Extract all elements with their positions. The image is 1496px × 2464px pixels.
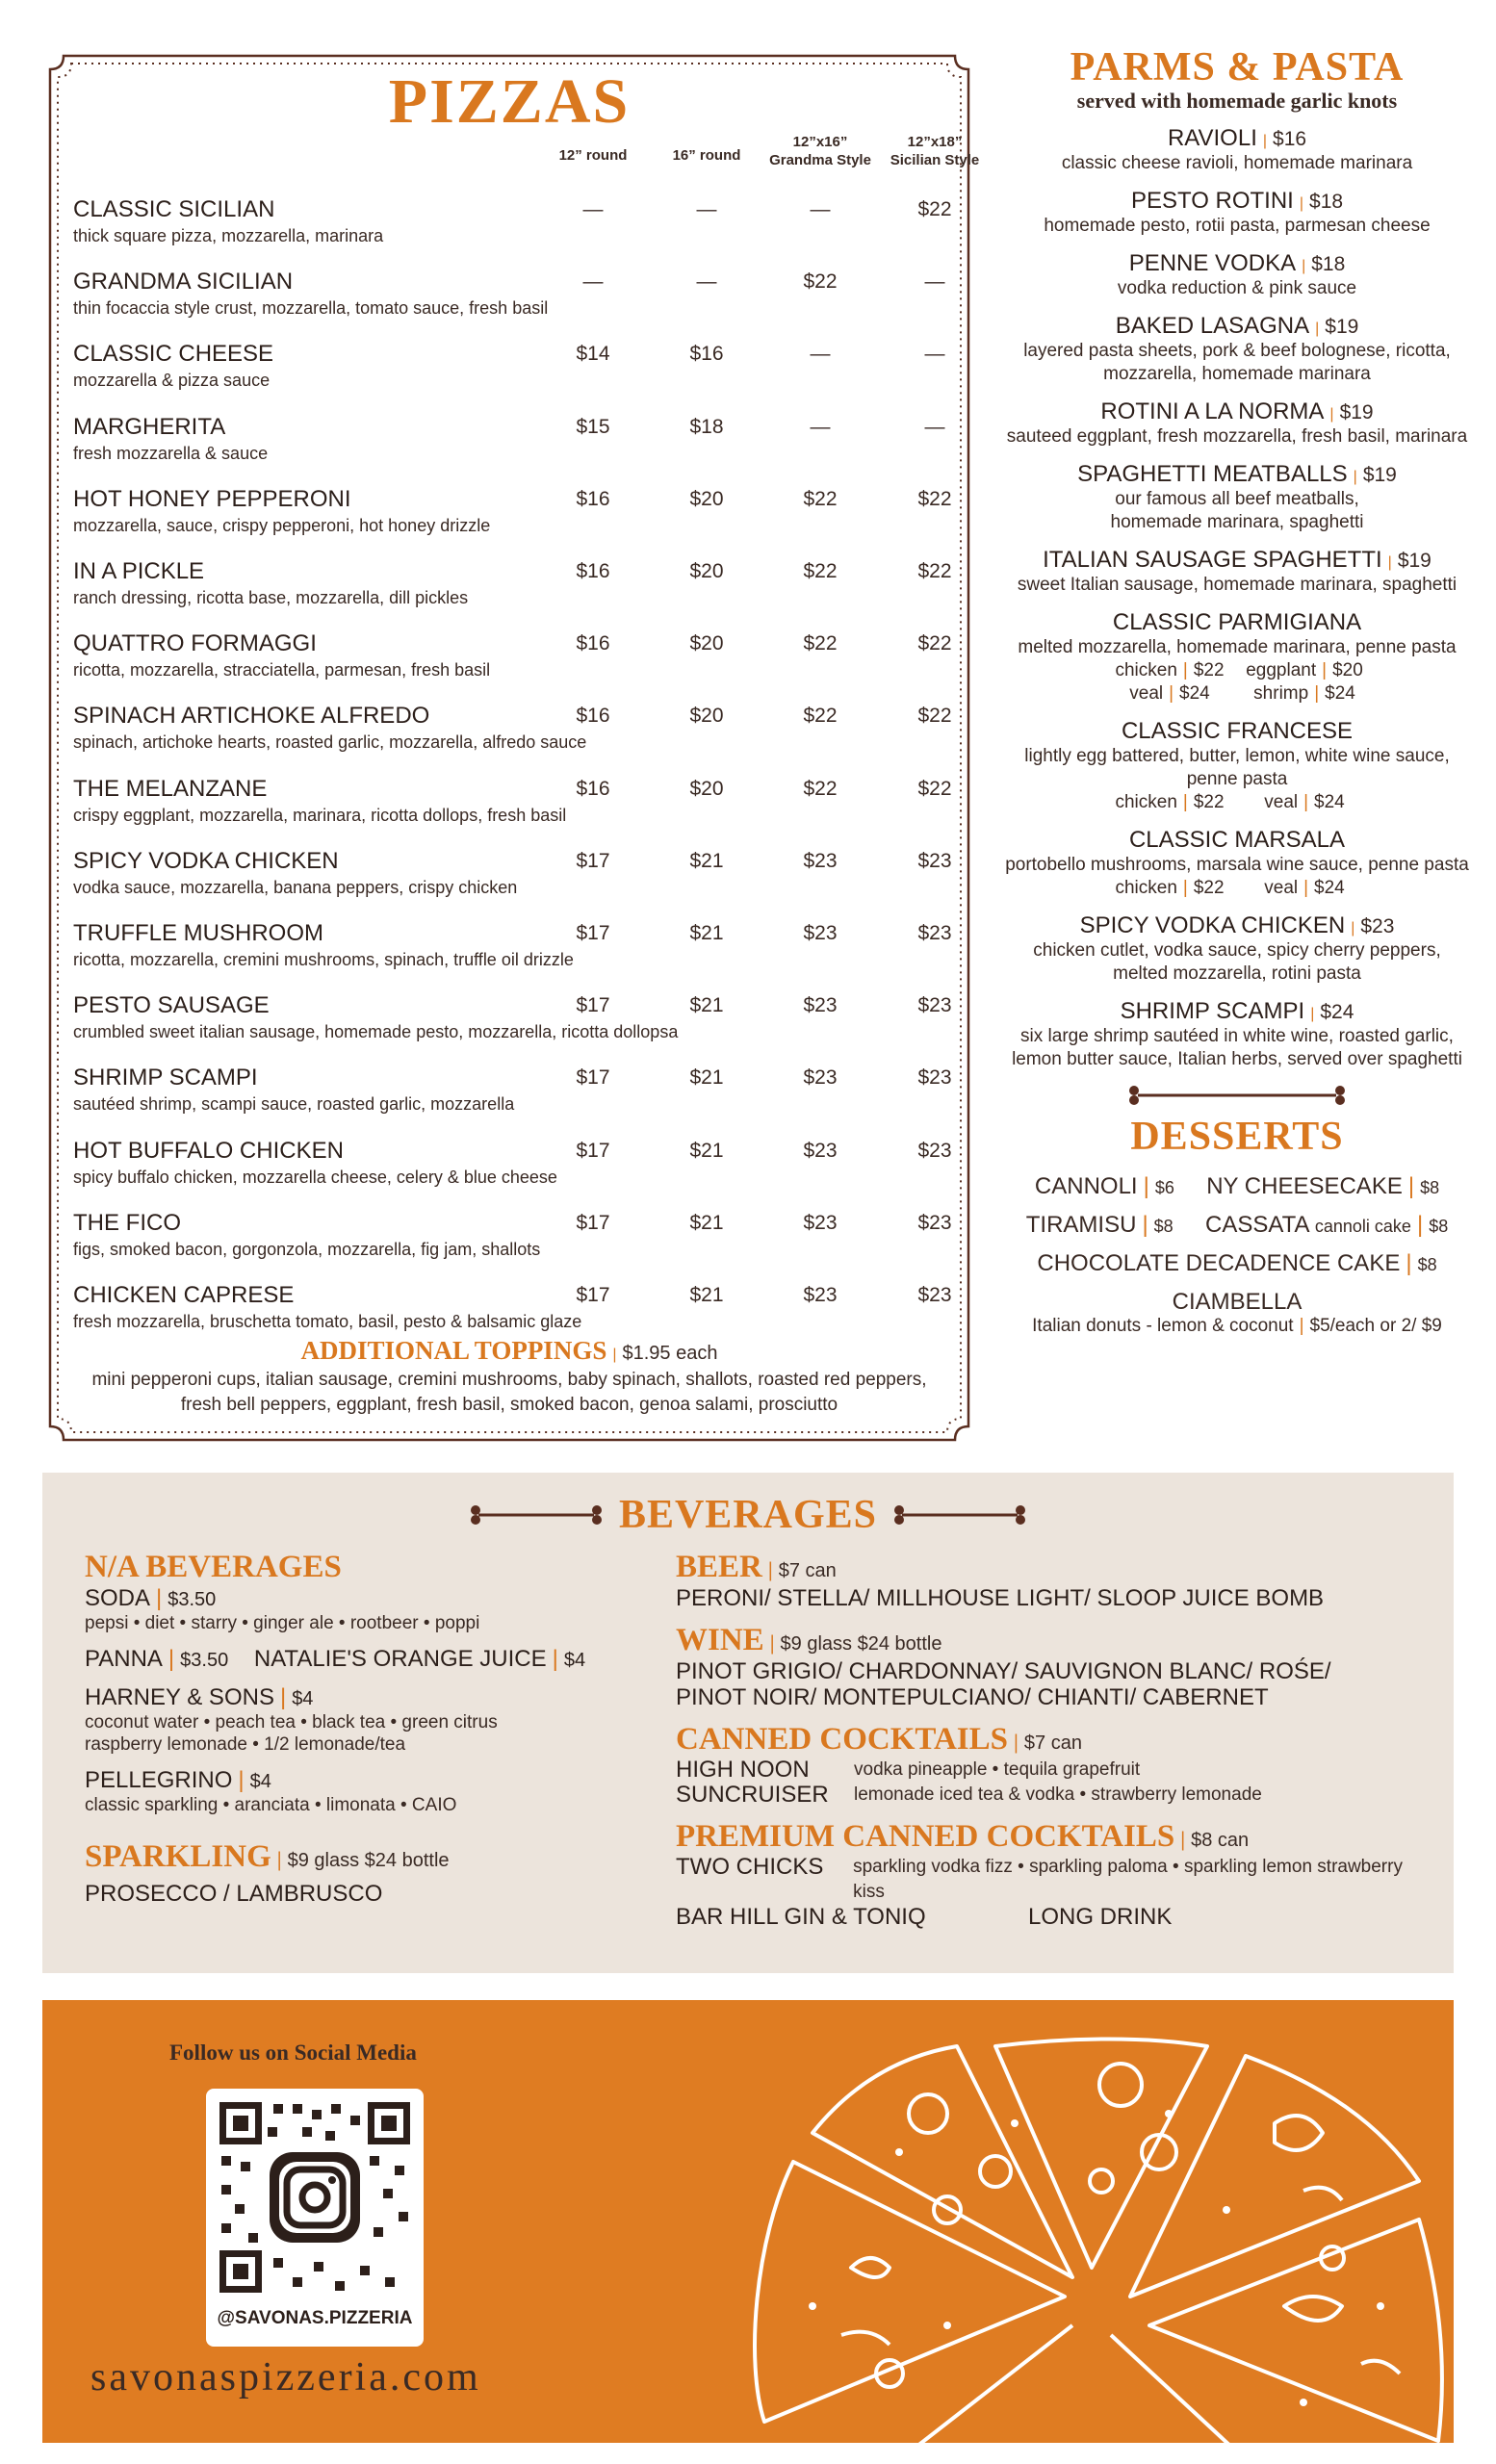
pasta-item: SHRIMP SCAMPI | $24 six large shrimp sautéed in white wine, roasted garlic, lemon butter sauce, Italian herbs, served over spaghetti <box>1001 998 1473 1071</box>
cocktail-name: HIGH NOON <box>676 1757 810 1783</box>
pizza-row <box>73 776 959 843</box>
pizza-price: $23 <box>917 994 952 1017</box>
size-label: 12”x16” <box>792 134 848 150</box>
pizza-title: PIZZAS <box>388 66 631 137</box>
pasta-name: SHRIMP SCAMPI <box>1120 998 1305 1024</box>
pizza-price: $23 <box>803 1139 838 1162</box>
pizza-price: $21 <box>689 1139 724 1162</box>
bev-price: $7 can <box>778 1560 837 1581</box>
option-name: chicken <box>1115 660 1177 680</box>
pizza-desc: crumbled sweet italian sausage, homemade pesto, mozzarella, ricotta dollopsa <box>73 1022 679 1042</box>
pizza-price: $20 <box>689 632 724 655</box>
pizza-price: $23 <box>917 849 952 872</box>
pizza-price: $20 <box>689 560 724 582</box>
bev-price: $9 glass $24 bottle <box>780 1633 942 1655</box>
beer-items: PERONI/ STELLA/ MILLHOUSE LIGHT/ SLOOP JUICE BOMB <box>676 1585 1325 1611</box>
pizza-name: CLASSIC CHEESE <box>73 341 274 368</box>
dessert-price: $8 <box>1417 1255 1437 1274</box>
na-beverages-column <box>85 1550 682 1907</box>
canned-heading: CANNED COCKTAILS <box>676 1722 1009 1757</box>
dessert-price: $8 <box>1420 1178 1440 1197</box>
bone-divider-icon <box>469 1504 604 1526</box>
pasta-options: chicken | $22 veal | $24 <box>1115 878 1345 898</box>
pizza-name: QUATTRO FORMAGGI <box>73 630 317 657</box>
size-header <box>877 133 993 169</box>
pizza-price: $21 <box>689 1066 724 1090</box>
option-price: $20 <box>1332 660 1363 680</box>
pasta-name: SPAGHETTI MEATBALLS <box>1077 461 1348 487</box>
pizza-desc: fresh mozzarella & sauce <box>73 443 269 463</box>
option-name: chicken <box>1115 792 1177 812</box>
pizza-price: $16 <box>576 560 610 582</box>
premium-heading: PREMIUM CANNED COCKTAILS <box>676 1819 1175 1854</box>
pizza-price: — <box>696 270 717 294</box>
dessert-price: $6 <box>1154 1178 1174 1197</box>
pasta-name: CLASSIC FRANCESE <box>1121 718 1354 744</box>
pizza-price: $23 <box>803 849 838 872</box>
cocktail-desc: lemonade iced tea & vodka • strawberry lemonade <box>854 1784 1262 1805</box>
pizza-name: TRUFFLE MUSHROOM <box>73 920 323 946</box>
pizza-price: $21 <box>689 1284 724 1306</box>
pizza-price: $16 <box>576 487 610 510</box>
pizza-price: $21 <box>689 994 724 1017</box>
pasta-name: ITALIAN SAUSAGE SPAGHETTI <box>1043 547 1382 573</box>
pizza-price: — <box>810 343 831 366</box>
pizza-price: $23 <box>803 1284 838 1306</box>
pasta-desc: homemade pesto, rotii pasta, parmesan cheese <box>1044 216 1431 236</box>
pizza-price: $17 <box>576 1066 610 1090</box>
pizza-price: $23 <box>917 1139 952 1162</box>
pizza-price: — <box>924 343 945 366</box>
bev-name: NATALIE'S ORANGE JUICE <box>253 1646 547 1672</box>
wine-heading: WINE <box>676 1623 764 1657</box>
cocktail-name: BAR HILL GIN & TONIQ <box>676 1904 926 1930</box>
pasta-desc: mozzarella, homemade marinara <box>1103 364 1371 384</box>
pizza-row <box>73 992 959 1060</box>
pasta-item: SPAGHETTI MEATBALLS | $19 our famous all beef meatballs, homemade marinara, spaghetti <box>1001 461 1473 534</box>
bev-price: $9 glass $24 bottle <box>287 1850 450 1871</box>
pasta-item: PESTO ROTINI | $18 homemade pesto, rotii pasta, parmesan cheese <box>1001 188 1473 238</box>
pasta-item: BAKED LASAGNA | $19 layered pasta sheets, pork & beef bolognese, ricotta, mozzarella, homemade marinara <box>1001 313 1473 386</box>
pasta-desc: homemade marinara, spaghetti <box>1110 512 1364 532</box>
bev-price: $7 can <box>1023 1732 1082 1754</box>
pizza-price: $22 <box>803 777 838 800</box>
pizza-price: $23 <box>803 994 838 1017</box>
pizza-desc: ranch dressing, ricotta base, mozzarella, dill pickles <box>73 588 469 607</box>
pasta-price: $18 <box>1309 191 1344 213</box>
size-label: 12” round <box>558 147 628 164</box>
pizza-price: — <box>582 198 604 220</box>
follow-us-text: Follow us on Social Media <box>169 2040 417 2065</box>
pizza-name: IN A PICKLE <box>73 558 205 584</box>
bev-name: HARNEY & SONS <box>85 1684 274 1710</box>
pizza-desc: thick square pizza, mozzarella, marinara <box>73 226 384 245</box>
pasta-price: $16 <box>1273 128 1307 150</box>
soda-item: SODA | $3.50 pepsi • diet • starry • ginger ale • rootbeer • poppi <box>85 1585 682 1634</box>
pasta-name: BAKED LASAGNA <box>1115 313 1310 339</box>
pasta-options: chicken | $22 veal | $24 <box>1115 792 1345 812</box>
pizza-desc: vodka sauce, mozzarella, banana peppers, crispy chicken <box>73 877 518 897</box>
cocktail-row <box>676 1783 1436 1808</box>
cocktail-row <box>676 1905 1436 1930</box>
parms-title: PARMS & PASTA <box>1070 45 1405 90</box>
option-price: $22 <box>1193 660 1225 680</box>
na-beverages-title: N/A BEVERAGES <box>85 1550 342 1584</box>
sparkling-items: PROSECCO / LAMBRUSCO <box>85 1881 383 1907</box>
dessert-note: cannoli cake <box>1314 1217 1411 1236</box>
pasta-price: $23 <box>1360 915 1395 937</box>
qr-code-icon <box>206 2089 424 2306</box>
pizza-row <box>73 486 959 553</box>
pasta-desc: layered pasta sheets, pork & beef bolognese, ricotta, <box>1023 341 1451 361</box>
pizza-row <box>73 920 959 988</box>
pizza-price: $17 <box>576 1139 610 1162</box>
cocktail-row <box>676 1758 1436 1783</box>
size-header <box>762 133 878 169</box>
dessert-name: CIAMBELLA <box>1172 1289 1303 1315</box>
option-price: $24 <box>1314 792 1345 812</box>
pasta-name: PESTO ROTINI <box>1130 188 1294 214</box>
bev-price: $3.50 <box>168 1589 217 1610</box>
pizza-desc: sautéed shrimp, scampi sauce, roasted garlic, mozzarella <box>73 1094 515 1115</box>
dessert-name: CHOCOLATE DECADENCE CAKE <box>1037 1250 1401 1276</box>
cocktail-row <box>676 1855 1436 1905</box>
pizza-name: CHICKEN CAPRESE <box>73 1282 295 1308</box>
pasta-desc: our famous all beef meatballs, <box>1115 489 1359 509</box>
pizza-price: $17 <box>576 994 610 1017</box>
pizza-price: $21 <box>689 849 724 872</box>
pasta-desc: sauteed eggplant, fresh mozzarella, fresh basil, marinara <box>1006 426 1468 447</box>
pasta-desc: lemon butter sauce, Italian herbs, served over spaghetti <box>1012 1049 1462 1069</box>
dessert-price: $5/each or 2/ $9 <box>1309 1316 1442 1336</box>
website-link[interactable]: savonaspizzeria.com <box>90 2355 481 2400</box>
toppings-title: ADDITIONAL TOPPINGS <box>300 1336 607 1365</box>
size-style: Sicilian Style <box>890 152 980 168</box>
pasta-desc: penne pasta <box>1186 769 1288 789</box>
pasta-desc: six large shrimp sautéed in white wine, roasted garlic, <box>1020 1026 1454 1046</box>
pizza-price: $23 <box>803 1211 838 1234</box>
beverages-panel <box>42 1473 1454 1973</box>
pizza-price: $20 <box>689 777 724 800</box>
pizza-desc: spicy buffalo chicken, mozzarella cheese, celery & blue cheese <box>73 1167 557 1187</box>
pizza-name: SPINACH ARTICHOKE ALFREDO <box>73 703 430 730</box>
dessert-name: NY CHEESECAKE <box>1206 1173 1403 1199</box>
pizza-price: $23 <box>917 922 952 944</box>
wine-items: PINOT NOIR/ MONTEPULCIANO/ CHIANTI/ CABERNET <box>676 1684 1269 1710</box>
option-name: veal <box>1264 878 1299 898</box>
dessert-row: CANNOLI | $6 NY CHEESECAKE | $8 <box>1034 1173 1440 1199</box>
dessert-row: TIRAMISU | $8 CASSATA cannoli cake | $8 <box>1025 1212 1449 1238</box>
pizza-price: $22 <box>917 777 952 800</box>
bev-name: PANNA <box>85 1646 163 1672</box>
option-price: $22 <box>1193 878 1225 898</box>
dessert-row <box>1001 1289 1473 1316</box>
option-name: shrimp <box>1253 683 1309 704</box>
pizza-desc: thin focaccia style crust, mozzarella, tomato sauce, fresh basil <box>73 298 549 319</box>
pizza-price: $22 <box>917 487 952 510</box>
option-price: $22 <box>1193 792 1225 812</box>
option-price: $24 <box>1314 878 1345 898</box>
pizza-row <box>73 414 959 481</box>
bev-price: $3.50 <box>180 1650 229 1671</box>
pizza-row <box>73 1138 959 1205</box>
size-header <box>535 146 651 165</box>
dessert-price: $8 <box>1153 1217 1174 1236</box>
pizza-price: $17 <box>576 922 610 944</box>
cocktail-desc: sparkling vodka fizz • sparkling paloma • sparkling lemon strawberry kiss <box>853 1857 1403 1902</box>
pasta-desc: portobello mushrooms, marsala wine sauce, penne pasta <box>1005 855 1469 875</box>
pasta-item <box>1001 718 1473 814</box>
dessert-name: CANNOLI <box>1034 1173 1138 1199</box>
parms-subtitle: served with homemade garlic knots <box>1076 89 1398 113</box>
pizza-price: — <box>696 198 717 220</box>
pasta-options: chicken | $22 eggplant | $20 <box>1115 660 1363 680</box>
size-style: Grandma Style <box>769 152 871 168</box>
pizza-name: HOT BUFFALO CHICKEN <box>73 1137 344 1164</box>
pasta-desc: lightly egg battered, butter, lemon, white wine sauce, <box>1024 746 1450 766</box>
pizza-row <box>73 269 959 336</box>
pizza-price: $17 <box>576 849 610 872</box>
pizza-price: — <box>810 198 831 220</box>
pizza-desc: mozzarella & pizza sauce <box>73 371 271 391</box>
pizza-price: $21 <box>689 1211 724 1234</box>
pizza-price: $20 <box>689 705 724 728</box>
toppings-line: fresh bell peppers, eggplant, fresh basil, smoked bacon, genoa salami, prosciutto <box>180 1395 838 1415</box>
water-juice-item: PANNA | $3.50 NATALIE'S ORANGE JUICE | $4 <box>85 1646 586 1672</box>
pasta-name: SPICY VODKA CHICKEN <box>1079 912 1346 938</box>
harney-item: HARNEY & SONS | $4 coconut water • peach tea • black tea • green citrus raspberry lemonade • 1/2 lemonade/tea <box>85 1684 682 1756</box>
pasta-desc: classic cheese ravioli, homemade marinara <box>1061 153 1413 173</box>
pasta-price: $19 <box>1397 550 1432 572</box>
pizza-price: $23 <box>917 1284 952 1306</box>
pizza-name: CLASSIC SICILIAN <box>73 196 275 222</box>
bev-name: SODA <box>85 1585 151 1611</box>
cocktail-name: LONG DRINK <box>1028 1904 1173 1930</box>
size-label: 12”x18” <box>907 134 963 150</box>
pasta-desc: sweet Italian sausage, homemade marinara, spaghetti <box>1017 575 1457 595</box>
pizza-price: $23 <box>803 922 838 944</box>
right-column <box>1001 44 1473 1337</box>
pizza-price: $16 <box>576 632 610 655</box>
pizza-name: THE FICO <box>73 1209 181 1236</box>
pizza-price: $16 <box>576 777 610 800</box>
size-header <box>649 146 764 165</box>
pizza-price: $22 <box>803 705 838 728</box>
pizza-price: $22 <box>803 632 838 655</box>
pizza-price: $15 <box>576 415 610 438</box>
pizza-row <box>73 341 959 408</box>
pizza-price: $22 <box>917 705 952 728</box>
additional-toppings: ADDITIONAL TOPPINGS | $1.95 each mini pepperoni cups, italian sausage, cremini mushrooms, baby spinach, shallots, roasted red peppers, fresh bell peppers, eggplant, fresh basil, smoked bacon, genoa salami, prosciutto <box>46 1336 972 1418</box>
bev-price: $4 <box>249 1771 271 1792</box>
pizza-row <box>73 848 959 915</box>
qr-code[interactable] <box>206 2089 424 2347</box>
pizza-price: $22 <box>917 198 952 220</box>
pizza-price: $22 <box>917 632 952 655</box>
pasta-price: $24 <box>1320 1001 1354 1023</box>
dessert-price: $8 <box>1429 1217 1449 1236</box>
pizza-price: $22 <box>803 487 838 510</box>
pasta-name: PENNE VODKA <box>1128 250 1297 276</box>
pizza-row <box>73 558 959 626</box>
pasta-item <box>1001 827 1473 900</box>
beer-title: BEER | $7 can <box>676 1550 837 1584</box>
pizza-price: $14 <box>576 343 610 366</box>
dessert-name: TIRAMISU <box>1025 1212 1137 1238</box>
bev-desc: raspberry lemonade • 1/2 lemonade/tea <box>85 1734 406 1755</box>
pasta-name: ROTINI A LA NORMA <box>1100 398 1325 424</box>
sparkling-title: SPARKLING | $9 glass $24 bottle <box>85 1839 450 1874</box>
cocktail-name: TWO CHICKS <box>676 1854 824 1880</box>
pasta-name: CLASSIC MARSALA <box>1128 827 1346 853</box>
pizza-row <box>73 1210 959 1277</box>
bone-divider-icon <box>1126 1085 1348 1106</box>
canned-title: CANNED COCKTAILS | $7 can <box>676 1722 1082 1757</box>
bev-desc: classic sparkling • aranciata • limonata • CAIO <box>85 1795 457 1815</box>
pasta-item: RAVIOLI | $16 classic cheese ravioli, homemade marinara <box>1001 125 1473 175</box>
pizza-name: GRANDMA SICILIAN <box>73 269 294 295</box>
pizza-price: $23 <box>917 1211 952 1234</box>
pizza-desc: mozzarella, sauce, crispy pepperoni, hot honey drizzle <box>73 515 491 535</box>
toppings-price: $1.95 each <box>622 1343 718 1364</box>
pizza-price: $21 <box>689 922 724 944</box>
pizza-price: — <box>924 415 945 438</box>
dessert-row: CHOCOLATE DECADENCE CAKE | $8 <box>1037 1250 1437 1276</box>
pasta-item: PENNE VODKA | $18 vodka reduction & pink sauce <box>1001 250 1473 300</box>
pizza-desc: crispy eggplant, mozzarella, marinara, ricotta dollops, fresh basil <box>73 805 567 825</box>
pizza-row <box>73 630 959 698</box>
pizza-desc: fresh mozzarella, bruschetta tomato, basil, pesto & balsamic glaze <box>73 1312 582 1331</box>
option-name: veal <box>1129 683 1164 704</box>
bev-price: $4 <box>292 1688 314 1709</box>
pizza-price: — <box>582 270 604 294</box>
cocktail-desc: vodka pineapple • tequila grapefruit <box>854 1759 1141 1780</box>
pasta-price: $19 <box>1339 401 1374 424</box>
pasta-desc: melted mozzarella, homemade marinara, penne pasta <box>1018 637 1457 657</box>
pizza-price: $18 <box>689 415 724 438</box>
pizza-name: SHRIMP SCAMPI <box>73 1065 258 1091</box>
pizza-price: $17 <box>576 1211 610 1234</box>
pizza-price: — <box>924 270 945 294</box>
pizza-desc: spinach, artichoke hearts, roasted garlic, mozzarella, alfredo sauce <box>73 732 587 753</box>
pasta-desc: chicken cutlet, vodka sauce, spicy cherry peppers, <box>1033 940 1441 961</box>
option-name: chicken <box>1115 878 1177 898</box>
wine-items: PINOT GRIGIO/ CHARDONNAY/ SAUVIGNON BLANC/ ROŚE/ <box>676 1658 1331 1684</box>
pasta-item: ROTINI A LA NORMA | $19 sauteed eggplant, fresh mozzarella, fresh basil, marinara <box>1001 398 1473 449</box>
pizza-price: $16 <box>689 343 724 366</box>
pasta-price: $19 <box>1325 316 1359 338</box>
size-label: 16” round <box>672 147 741 164</box>
dessert-desc: Italian donuts - lemon & coconut <box>1032 1316 1294 1336</box>
pizza-name: HOT HONEY PEPPERONI <box>73 485 351 512</box>
pasta-item <box>1001 609 1473 706</box>
cocktail-name: SUNCRUISER <box>676 1782 829 1808</box>
footer-banner <box>42 2000 1454 2443</box>
pizza-row <box>73 196 959 264</box>
pizza-price: $22 <box>803 270 838 294</box>
pizza-name: PESTO SAUSAGE <box>73 992 270 1019</box>
pizza-name: THE MELANZANE <box>73 775 268 802</box>
pellegrino-item: PELLEGRINO | $4 classic sparkling • aranciata • limonata • CAIO <box>85 1767 682 1816</box>
pizza-menu-section <box>46 52 980 1444</box>
pizza-price: $22 <box>803 560 838 582</box>
desserts-title: DESSERTS <box>1130 1115 1344 1159</box>
pizza-row <box>73 703 959 770</box>
beverages-title: BEVERAGES <box>618 1493 878 1537</box>
beer-heading: BEER <box>676 1550 762 1584</box>
pasta-price: $19 <box>1362 464 1397 486</box>
dessert-name: CASSATA <box>1205 1212 1309 1238</box>
bev-price: $8 can <box>1191 1830 1250 1851</box>
pizza-name: MARGHERITA <box>73 413 226 440</box>
pizza-desc: figs, smoked bacon, gorgonzola, mozzarella, fig jam, shallots <box>73 1239 541 1259</box>
pasta-name: RAVIOLI <box>1167 125 1257 151</box>
bev-name: PELLEGRINO <box>85 1767 233 1793</box>
pizza-price: $20 <box>689 487 724 510</box>
toppings-line: mini pepperoni cups, italian sausage, cremini mushrooms, baby spinach, shallots, roasted red peppers, <box>91 1370 927 1390</box>
pizza-price: — <box>810 415 831 438</box>
option-name: eggplant <box>1246 660 1317 680</box>
social-handle[interactable]: @SAVONAS.PIZZERIA <box>217 2308 413 2328</box>
pizza-row <box>73 1065 959 1132</box>
pizza-price: $16 <box>576 705 610 728</box>
dessert-desc-row: Italian donuts - lemon & coconut | $5/each or 2/ $9 <box>1032 1316 1442 1336</box>
pasta-name: CLASSIC PARMIGIANA <box>1112 609 1362 635</box>
option-price: $24 <box>1325 683 1355 704</box>
pasta-desc: melted mozzarella, rotini pasta <box>1113 963 1361 984</box>
pizza-price: $17 <box>576 1284 610 1306</box>
pasta-item: ITALIAN SAUSAGE SPAGHETTI | $19 sweet Italian sausage, homemade marinara, spaghetti <box>1001 547 1473 597</box>
pasta-desc: vodka reduction & pink sauce <box>1117 278 1357 298</box>
pizza-desc: ricotta, mozzarella, stracciatella, parmesan, fresh basil <box>73 660 491 680</box>
alcohol-column <box>676 1550 1436 1930</box>
pasta-item: SPICY VODKA CHICKEN | $23 chicken cutlet, vodka sauce, spicy cherry peppers, melted mozzarella, rotini pasta <box>1001 912 1473 986</box>
bone-divider-icon <box>892 1504 1027 1526</box>
pasta-price: $18 <box>1311 253 1346 275</box>
pizza-price: $23 <box>917 1066 952 1090</box>
option-price: $24 <box>1179 683 1210 704</box>
premium-title: PREMIUM CANNED COCKTAILS | $8 can <box>676 1819 1250 1854</box>
pasta-options: veal | $24 shrimp | $24 <box>1129 683 1355 704</box>
bev-desc: pepsi • diet • starry • ginger ale • rootbeer • poppi <box>85 1613 480 1633</box>
pizza-name: SPICY VODKA CHICKEN <box>73 847 339 874</box>
pizza-illustration <box>707 2017 1454 2443</box>
option-name: veal <box>1264 792 1299 812</box>
bev-desc: coconut water • peach tea • black tea • green citrus <box>85 1712 498 1732</box>
pizza-price: $22 <box>917 560 952 582</box>
pizza-desc: ricotta, mozzarella, cremini mushrooms, spinach, truffle oil drizzle <box>73 950 574 969</box>
wine-title: WINE | $9 glass $24 bottle <box>676 1623 942 1657</box>
sparkling-heading: SPARKLING <box>85 1839 271 1874</box>
bev-price: $4 <box>563 1650 586 1671</box>
pizza-price: $23 <box>803 1066 838 1090</box>
